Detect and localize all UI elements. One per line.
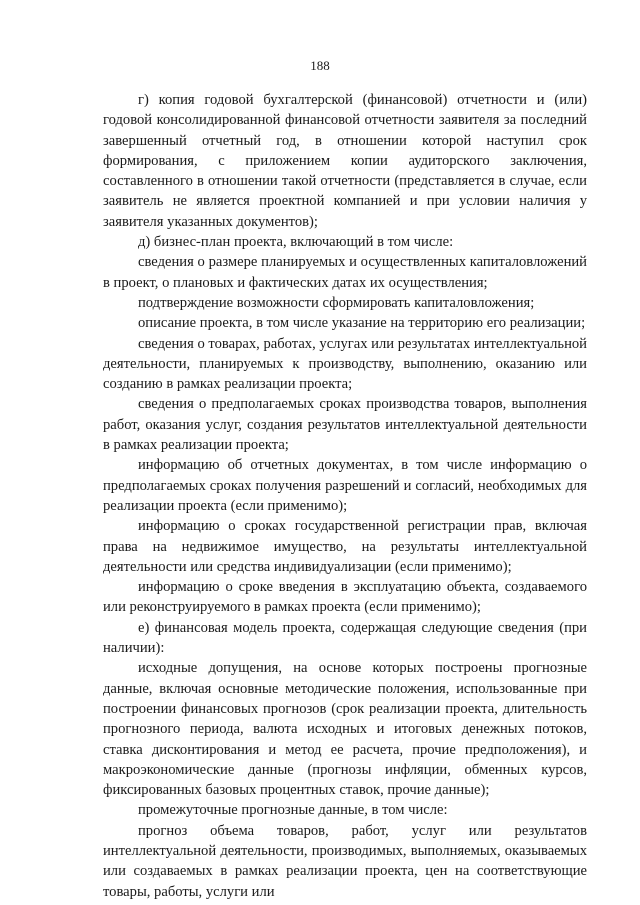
paragraph-intermediate-forecasts: промежуточные прогнозные данные, в том числе: [138, 802, 448, 819]
paragraph-commissioning-date: информацию о сроке введения в эксплуатацию объекта, создаваемого или реконструируемого в рамках проекта (если применимо); [103, 579, 587, 616]
paragraph-investment-confirmation: подтверждение возможности сформировать капиталовложения; [138, 294, 535, 311]
page-number: 188 [310, 58, 330, 73]
body-text [103, 90, 587, 902]
paragraph-production-terms: сведения о предполагаемых сроках производства товаров, выполнения работ, оказания услуг, создания результатов интеллектуальной деятельности в рамках реализации проекта; [103, 396, 587, 454]
paragraph-e-financial-model: е) финансовая модель проекта, содержащая следующие сведения (при наличии): [103, 619, 587, 657]
paragraph-state-registration: информацию о сроках государственной регистрации прав, включая права на недвижимое имущество, на результаты интеллектуальной деятельности или средства индивидуализации (если применимо); [103, 518, 587, 575]
paragraph-volume-forecast: прогноз объема товаров, работ, услуг или результатов интеллектуальной деятельности, производимых, выполняемых, оказываемых или создаваемых в рамках реализации проекта, цен на соответствующие товары, работы, услуги или [103, 822, 587, 900]
paragraph-reporting-documents: информацию об отчетных документах, в том числе информацию о предполагаемых сроках получения разрешений и согласий, необходимых для реализации проекта (если применимо); [103, 457, 587, 514]
paragraph-project-description: описание проекта, в том числе указание на территорию его реализации; [138, 315, 586, 332]
paragraph-investment-info: сведения о размере планируемых и осуществленных капиталовложений в проект, о плановых и фактических датах их осуществления; [103, 254, 587, 291]
paragraph-d-business-plan: д) бизнес-план проекта, включающий в том числе: [138, 234, 454, 251]
paragraph-goods-services: сведения о товарах, работах, услугах или результатах интеллектуальной деятельности, планируемых к производству, выполнению, оказанию или созданию в рамках реализации проекта; [103, 335, 587, 393]
paragraph-g-financial-statements: г) копия годовой бухгалтерской (финансовой) отчетности и (или) годовой консолидированной финансовой отчетности заявителя за последний завершенный отчетный год, в отношении которой наступил срок формирования, с приложением копии аудиторского заключения, составленного в отношении такой отчетности (представляется в случае, если заявитель не является проектной компанией и при условии наличия у заявителя указанных документов); [103, 92, 587, 230]
paragraph-initial-assumptions: исходные допущения, на основе которых построены прогнозные данные, включая основные методические положения, использованные при построении финансовых прогнозов (срок реализации проекта, длительность прогнозного периода, валюта исходных и итоговых денежных потоков, ставка дисконтирования и метод ее расчета, прочие предположения), и макроэкономические данные (прогнозы инфляции, обменных курсов, фиксированных базовых процентных ставок, прочие данные); [103, 660, 587, 799]
